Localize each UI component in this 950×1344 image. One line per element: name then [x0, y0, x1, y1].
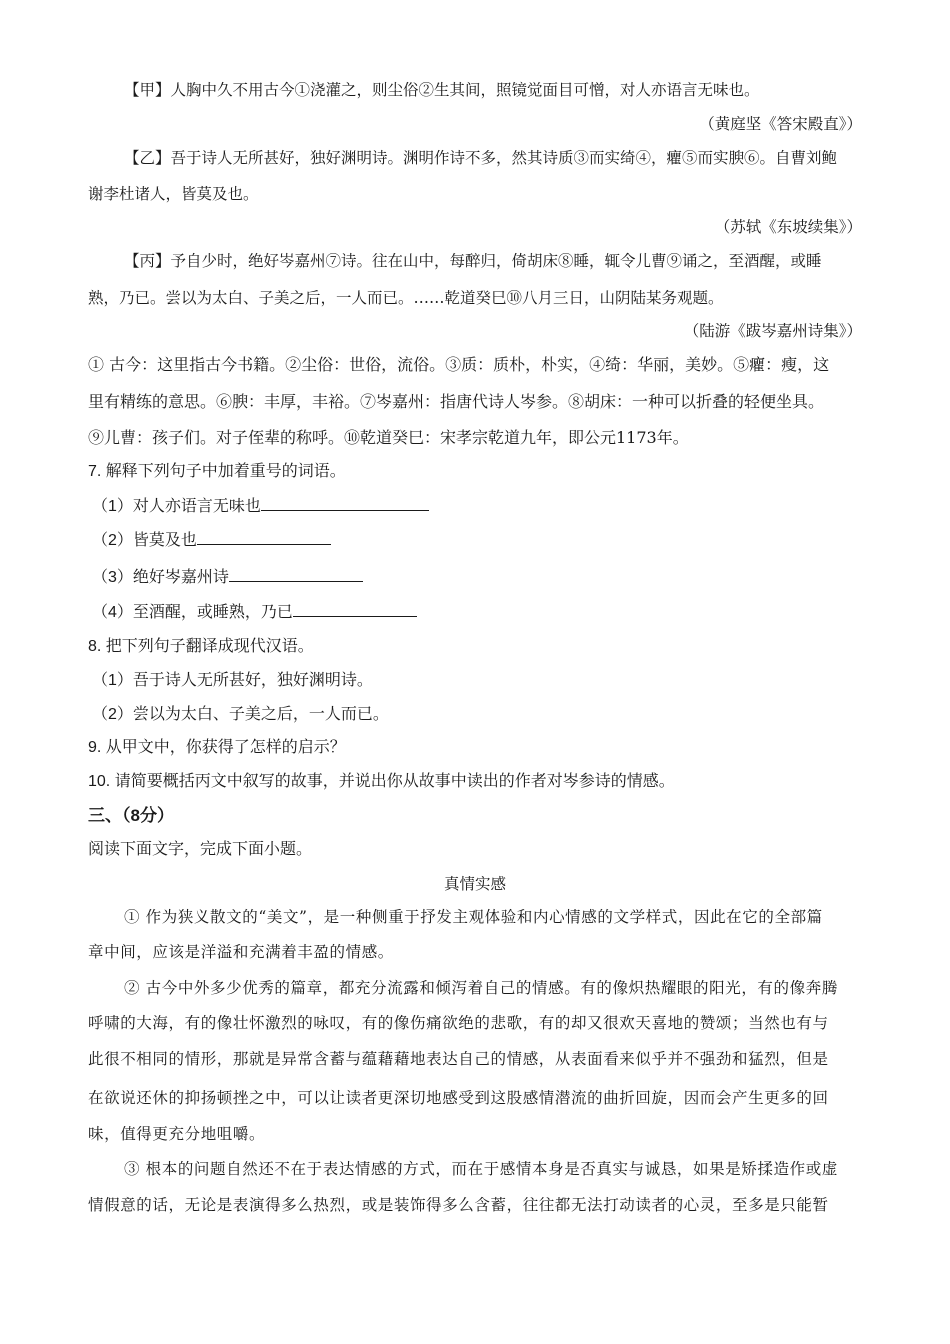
- question-7-item-3: [92, 566, 862, 589]
- footnote-line: ① 古今：这里指古今书籍。②尘俗：世俗，流俗。③质：质朴，朴实，④绮：华丽，美妙。⑤癯：瘦，这: [88, 355, 830, 374]
- passage-jia: 【甲】人胸中久不用古今①浇灌之，则尘俗②生其间，照镜觉面目可憎，对人亦语言无味也。: [124, 81, 760, 99]
- question-item-text: （1）对人亦语言无味也: [92, 498, 261, 515]
- question-item-text: （2）皆莫及也: [92, 532, 197, 549]
- question-item-text: （4）至酒醒，或睡熟，乃已: [92, 604, 293, 621]
- question-7-item-1: [92, 495, 862, 518]
- answer-blank[interactable]: [261, 495, 429, 511]
- answer-blank[interactable]: [229, 566, 363, 582]
- passage-yi-line2: 谢李杜诸人，皆莫及也。: [88, 185, 259, 203]
- question-8-item-1: （1）吾于诗人无所甚好，独好渊明诗。: [92, 672, 373, 689]
- passage-jia-source: （黄庭坚《答宋殿直》）: [699, 115, 862, 133]
- section-3-instruction: 阅读下面文字，完成下面小题。: [88, 841, 313, 858]
- essay-para3-line: 情假意的话，无论是表演得多么热烈，或是装饰得多么含蓄，往往都无法打动读者的心灵，至多是只能暂: [88, 1196, 829, 1214]
- essay-title: 真情实感: [443, 875, 506, 893]
- question-10: 10. 请简要概括丙文中叙写的故事，并说出你从故事中读出的作者对岑参诗的情感。: [88, 773, 675, 790]
- essay-para2-line: ② 古今中外多少优秀的篇章，都充分流露和倾泻着自己的情感。有的像炽热耀眼的阳光，有的像奔腾: [124, 979, 838, 997]
- question-9: 9. 从甲文中，你获得了怎样的启示？: [88, 739, 346, 756]
- essay-para1-line: ① 作为狭义散文的“美文”，是一种侧重于抒发主观体验和内心情感的文学样式，因此在它的全部篇: [124, 908, 823, 926]
- essay-para2-line: 呼啸的大海，有的像壮怀激烈的咏叹，有的像伤痛欲绝的悲歌，有的却又很欢天喜地的赞颂；当然也有与: [88, 1014, 829, 1032]
- essay-para2-line: 味，值得更充分地咀嚼。: [88, 1125, 266, 1143]
- answer-blank[interactable]: [197, 529, 331, 545]
- passage-bing-line2: 熟，乃已。尝以为太白、子美之后，一人而已。……乾道癸巳⑩八月三日，山阴陆某务观题。: [88, 289, 724, 307]
- footnote-line: 里有精练的意思。⑥腴：丰厚，丰裕。⑦岑嘉州：指唐代诗人岑参。⑧胡床：一种可以折叠的轻便坐具。: [88, 392, 825, 411]
- question-7-stem: 7. 解释下列句子中加着重号的词语。: [88, 463, 346, 480]
- question-7-item-4: [92, 601, 862, 624]
- passage-bing-source: （陆游《跋岑嘉州诗集》）: [683, 322, 862, 340]
- question-7-item-2: [92, 529, 862, 552]
- question-8-stem: 8. 把下列句子翻译成现代汉语。: [88, 638, 314, 655]
- essay-para1-line: 章中间，应该是洋溢和充满着丰盈的情感。: [88, 943, 394, 961]
- passage-yi-line1: 【乙】吾于诗人无所甚好，独好渊明诗。渊明作诗不多，然其诗质③而实绮④，癯⑤而实腴⑥。自曹刘鲍: [124, 149, 838, 167]
- question-8-item-2: （2）尝以为太白、子美之后，一人而已。: [92, 706, 389, 723]
- passage-yi-source: （苏轼《东坡续集》）: [714, 218, 862, 236]
- question-item-text: （3）绝好岑嘉州诗: [92, 569, 229, 586]
- section-3-heading: 三、（8分）: [88, 806, 174, 825]
- answer-blank[interactable]: [293, 601, 417, 617]
- passage-bing-line1: 【丙】予自少时，绝好岑嘉州⑦诗。往在山中，每醉归，倚胡床⑧睡，辄令儿曹⑨诵之，至酒醒，或睡: [124, 252, 822, 270]
- essay-para2-line: 此很不相同的情形，那就是异常含蓄与蕴藉藉地表达自己的情感，从表面看来似乎并不强劲和猛烈，但是: [88, 1050, 829, 1068]
- essay-para2-line: 在欲说还休的抑扬顿挫之中，可以让读者更深切地感受到这股感情潜流的曲折回旋，因而会产生更多的回: [88, 1089, 829, 1107]
- essay-para3-line: ③ 根本的问题自然还不在于表达情感的方式，而在于感情本身是否真实与诚恳，如果是矫揉造作或虚: [124, 1160, 838, 1178]
- footnote-line: ⑨儿曹：孩子们。对子侄辈的称呼。⑩乾道癸巳：宋孝宗乾道九年，即公元1173年。: [88, 428, 689, 447]
